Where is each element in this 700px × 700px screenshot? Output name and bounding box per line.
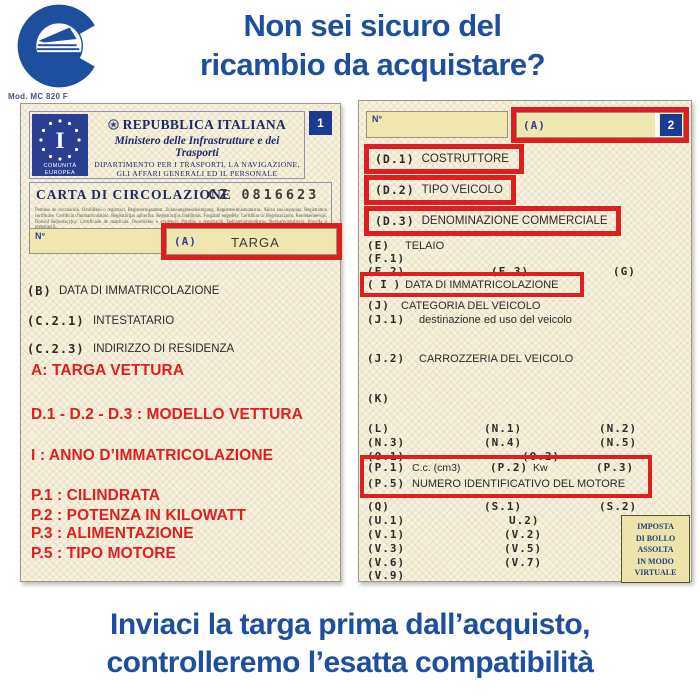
doc2-f1-code: (F.1) — [367, 252, 406, 265]
doc2-d2-code: (D.2) — [375, 183, 415, 197]
imposta-line3: ASSOLTA — [637, 545, 674, 554]
doc2-row-f1 — [359, 252, 691, 266]
page-title — [95, 6, 650, 84]
eu-label-line2: EUROPEA — [44, 170, 76, 176]
doc1-field-c23-code: (C.2.3) — [27, 342, 85, 356]
doc2-o2-code: (O.2) — [522, 450, 561, 463]
doc2-j1-code: (J.1) — [367, 313, 406, 326]
page-title-line2: ricambio da acquistare? — [199, 47, 546, 82]
doc1-field-c21-label: INTESTATARIO — [93, 315, 175, 327]
note-alimentazione: P.3 : ALIMENTAZIONE — [31, 525, 194, 542]
doc2-f2-code: (F.2) — [367, 265, 406, 278]
doc1-field-c21-code: (C.2.1) — [27, 314, 85, 328]
doc1-header-box — [29, 111, 305, 179]
doc2-p3-code: (P.3) — [596, 461, 635, 474]
doc2-l-code: (L) — [367, 422, 390, 435]
brand-logo-icon — [12, 2, 106, 90]
doc2-j-code: (J) — [367, 299, 390, 312]
doc2-panel — [358, 100, 692, 582]
doc2-n2-code: (N.2) — [599, 422, 638, 435]
doc2-g-code: (G) — [613, 265, 636, 278]
doc2-row-e — [359, 239, 691, 253]
doc2-row-n3-n4-n5 — [359, 436, 691, 450]
doc2-k-code: (K) — [367, 392, 390, 405]
doc2-n-label: N° — [372, 114, 383, 124]
doc1-targa-highlight — [161, 223, 342, 260]
doc1-page-number: 1 — [309, 111, 332, 135]
doc1-republic-text: REPUBBLICA ITALIANA — [122, 117, 287, 132]
doc2-row-q-s1-s2 — [359, 500, 691, 514]
doc1-field-b-label: DATA DI IMMATRICOLAZIONE — [59, 285, 220, 297]
imposta-line5: VIRTUALE — [634, 568, 677, 577]
doc2-p5-code: (P.5) — [367, 477, 406, 490]
doc2-d3-code: (D.3) — [375, 214, 415, 228]
doc2-o1-code: (O.1) — [367, 450, 406, 463]
note-cilindrata: P.1 : CILINDRATA — [31, 487, 161, 504]
doc2-v2-code: (V.2) — [504, 528, 543, 541]
eu-letter: I — [55, 128, 65, 153]
doc2-d1-label: COSTRUTTORE — [421, 153, 509, 165]
doc2-row-k — [359, 392, 691, 406]
doc2-n5-code: (N.5) — [599, 436, 638, 449]
eu-label-line1: COMUNITÀ — [43, 163, 77, 169]
doc2-n-field — [366, 111, 508, 138]
doc2-v5-code: (V.5) — [504, 542, 543, 555]
doc2-d2-label: TIPO VEICOLO — [421, 184, 503, 196]
footer-line1: Inviaci la targa prima dall’acquisto, — [109, 608, 590, 641]
doc1-targa-code: (A) — [174, 235, 197, 248]
doc2-u2-code: U.2) — [509, 514, 540, 527]
footer-text — [0, 606, 700, 682]
doc2-v6-code: (V.6) — [367, 556, 406, 569]
doc1-dept-line2: GLI AFFARI GENERALI ED IL PERSONALE — [116, 169, 278, 178]
doc2-p5-label: NUMERO IDENTIFICATIVO DEL MOTORE — [412, 478, 626, 490]
doc1-targa-field — [166, 228, 337, 255]
doc1-field-c23 — [21, 342, 340, 358]
doc2-j-label: CATEGORIA DEL VEICOLO — [401, 300, 541, 312]
footer-line2: controlleremo l’esatta compatibilità — [106, 646, 594, 679]
italy-emblem-icon — [108, 119, 119, 130]
doc2-v3-code: (V.3) — [367, 542, 406, 555]
doc1-targa-label: TARGA — [231, 235, 280, 250]
doc2-targa-highlight — [511, 107, 689, 143]
doc1-carta-title: CARTA DI CIRCOLAZIONE — [36, 187, 232, 202]
doc2-j1-label: destinazione ed uso del veicolo — [419, 314, 572, 326]
doc2-n4-code: (N.4) — [484, 436, 523, 449]
doc1-panel — [20, 103, 341, 582]
note-tipo-motore: P.5 : TIPO MOTORE — [31, 545, 176, 562]
doc2-d1-highlight — [364, 144, 524, 174]
doc2-s2-code: (S.2) — [599, 500, 638, 513]
doc1-republic-title — [92, 117, 302, 133]
doc2-d2-highlight — [364, 175, 516, 205]
doc2-d3-label: DENOMINAZIONE COMMERCIALE — [421, 215, 608, 227]
doc2-v7-code: (V.7) — [504, 556, 543, 569]
doc2-d3-highlight — [364, 206, 621, 236]
note-anno: I : ANNO D’IMMATRICOLAZIONE — [31, 447, 274, 464]
doc2-j2-label: CARROZZERIA DEL VEICOLO — [419, 353, 574, 365]
doc2-p1-label: C.c. (cm3) — [412, 462, 461, 474]
doc1-n-field — [29, 228, 179, 254]
doc2-row-j — [359, 299, 691, 313]
doc1-multilingual-text: Permiso de circulación. Osvědčení o registraci. Registreringsattest. Zulassungsbescheinigung. Registreerimistunnistus. Άδεια κυκλοφορίας. Registration certificate. Certificat d'immatriculation. Registrācijas apliecība. Registracijos liudijimas. Forgalmi engedély. Certifikat ta' Registrazzjoni. Kentekenbewijs. Dowód Rejestracyjny. Certificado de matrícula. Osvedčenie o evidencii. Potrdilo o registraciji. Rekisteröintitodistus. Registreringsbevis. Potvrda o — [35, 208, 327, 225]
doc2-page-number: 2 — [660, 114, 682, 136]
doc2-p2-code: (P.2) — [490, 461, 529, 474]
doc2-e-code: (E) — [367, 239, 390, 252]
doc2-v9-code: (V.9) — [367, 569, 406, 582]
note-targa: A: TARGA VETTURA — [31, 362, 185, 379]
doc2-v1-code: (V.1) — [367, 528, 406, 541]
doc2-d1-code: (D.1) — [375, 152, 415, 166]
doc1-n-label: N° — [35, 231, 46, 241]
doc2-targa-code: (A) — [523, 119, 546, 132]
doc2-s1-code: (S.1) — [484, 500, 523, 513]
doc2-i-code: ( I ) — [367, 278, 401, 291]
page-title-line1: Non sei sicuro del — [243, 8, 502, 43]
doc2-row-j2 — [359, 352, 691, 366]
doc1-field-c23-label: INDIRIZZO DI RESIDENZA — [93, 343, 235, 355]
doc2-row-j1 — [359, 313, 691, 327]
imposta-line2: DI BOLLO — [635, 533, 676, 543]
doc1-field-b — [21, 284, 340, 300]
eu-community-flag-icon — [32, 114, 88, 176]
imposta-line4: IN MODO — [637, 556, 674, 566]
doc2-divider — [655, 113, 659, 137]
doc2-n3-code: (N.3) — [367, 436, 406, 449]
doc1-mod-label: Mod. MC 820 F — [8, 92, 68, 101]
doc1-serial-number: CZ 0816623 — [208, 187, 320, 203]
doc2-p2-label: Kw — [533, 462, 548, 474]
doc2-p-highlight — [360, 455, 652, 498]
doc2-imposta-box — [621, 515, 690, 583]
doc2-row-l-n1-n2 — [359, 422, 691, 436]
doc1-dept-line1: DIPARTIMENTO PER I TRASPORTI, LA NAVIGAZIONE, — [94, 160, 300, 169]
doc1-field-b-code: (B) — [27, 284, 52, 298]
doc2-n1-code: (N.1) — [484, 422, 523, 435]
note-modello: D.1 - D.2 - D.3 : MODELLO VETTURA — [31, 406, 303, 423]
doc2-e-label: TELAIO — [405, 240, 445, 252]
doc2-j2-code: (J.2) — [367, 352, 406, 365]
doc2-targa-field — [516, 112, 684, 138]
doc1-field-c21 — [21, 314, 340, 330]
imposta-line1: IMPOSTA — [637, 522, 674, 531]
doc2-i-highlight — [360, 272, 584, 297]
doc2-p1-code: (P.1) — [367, 461, 406, 474]
doc2-row-p5 — [364, 477, 648, 493]
doc2-row-p1 — [364, 461, 648, 477]
doc2-f3-code: (F.3) — [491, 265, 530, 278]
doc2-u1-code: (U.1) — [367, 514, 406, 527]
doc1-ministry: Ministero delle Infrastrutture e dei Trasporti — [114, 135, 280, 159]
doc2-i-label: DATA DI IMMATRICOLAZIONE — [405, 278, 559, 291]
note-potenza: P.2 : POTENZA IN KILOWATT — [31, 507, 246, 524]
doc2-q-code: (Q) — [367, 500, 390, 513]
